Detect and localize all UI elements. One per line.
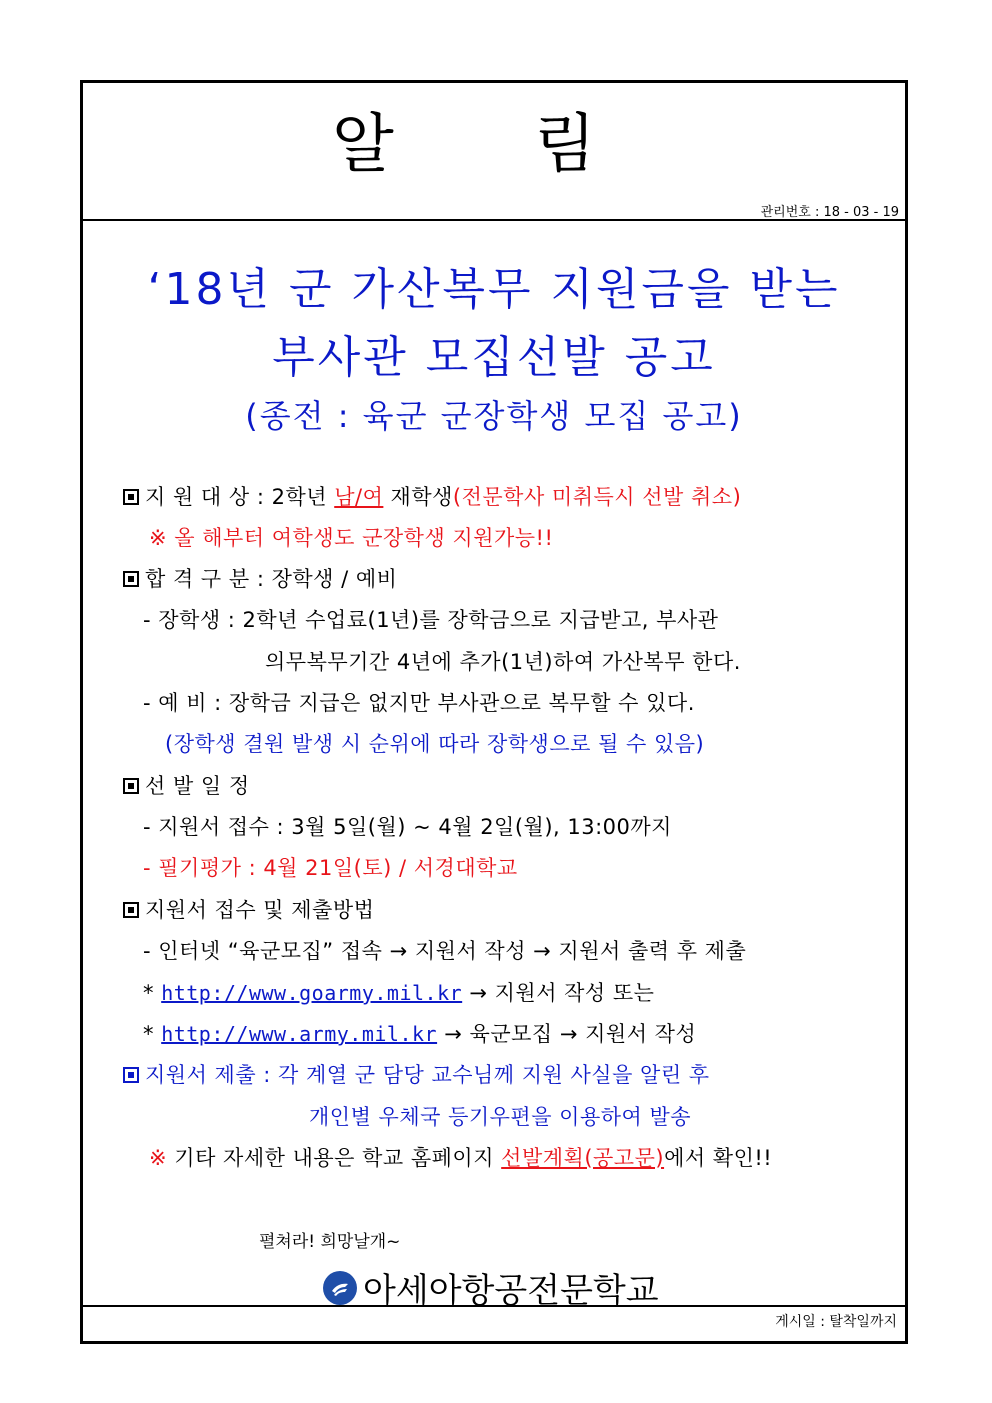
other-text: 기타 자세한 내용은 학교 홈페이지 [167, 1146, 502, 1170]
submit-line1 [123, 1059, 710, 1089]
link1-line [143, 977, 654, 1007]
written-test: - 필기평가 : 4월 21일(토) / 서경대학교 [143, 856, 518, 880]
other-info-line [149, 1142, 772, 1172]
bullet-square-icon [123, 571, 139, 587]
apply-period: - 지원서 접수 : 3월 5일(월) ~ 4월 2일(월), 13:00까지 [143, 815, 672, 839]
submit-line2: 개인별 우체국 등기우편을 이용하여 발송 [309, 1105, 692, 1129]
schedule-text: 선 발 일 정 [145, 774, 250, 798]
bullet-square-icon [123, 902, 139, 918]
goarmy-link[interactable]: http://www.goarmy.mil.kr [161, 981, 463, 1005]
army-link[interactable]: http://www.army.mil.kr [161, 1022, 438, 1046]
header-divider [83, 219, 905, 221]
bullet-square-icon [123, 778, 139, 794]
submit-text1: 지원서 제출 : 각 계열 군 담당 교수님께 지원 사실을 알린 후 [145, 1063, 710, 1087]
notice-title: 알 림 [332, 108, 656, 182]
method-heading [123, 894, 374, 924]
target-note: (전문학사 미취득시 선발 취소) [452, 485, 742, 509]
footer-divider [83, 1305, 905, 1307]
link2-line [143, 1018, 696, 1048]
headline-line1: ‘18년 군 가산복무 지원금을 받는 [147, 264, 841, 315]
school-name: 아세아항공전문학교 [363, 1271, 659, 1311]
headline-line3: (종전 : 육군 군장학생 모집 공고) [245, 397, 743, 435]
reserve-line: - 예 비 : 장학금 지급은 없지만 부사관으로 복무할 수 있다. [143, 691, 695, 715]
school-logo-icon [323, 1271, 357, 1305]
schedule-heading [123, 770, 250, 800]
scholar-line2: 의무복무기간 4년에 추가(1년)하여 가산복무 한다. [265, 650, 741, 674]
posting-date: 게시일 : 탈착일까지 [775, 1314, 897, 1330]
target-rest: 재학생 [383, 485, 453, 509]
reserve-note: (장학생 결원 발생 시 순위에 따라 장학생으로 될 수 있음) [165, 732, 705, 756]
plan-link[interactable]: 선발계획(공고문) [501, 1146, 665, 1170]
link1-suffix: → 지원서 작성 또는 [462, 981, 655, 1005]
target-label: 지 원 대 상 : 2학년 [145, 485, 335, 509]
scholar-line1: - 장학생 : 2학년 수업료(1년)를 장학금으로 지급받고, 부사관 [143, 608, 719, 632]
other-suffix: 에서 확인!! [664, 1146, 773, 1170]
method-text: 지원서 접수 및 제출방법 [145, 898, 375, 922]
bullet-square-icon [123, 1067, 139, 1083]
link1-prefix: * [143, 981, 162, 1005]
headline-line2: 부사관 모집선발 공고 [272, 332, 716, 383]
link2-suffix: → 육군모집 → 지원서 작성 [437, 1022, 697, 1046]
female-note: ※ 올 해부터 여학생도 군장학생 지원가능!! [149, 526, 554, 550]
category-text: 합 격 구 분 : 장학생 / 예비 [145, 567, 398, 591]
target-gender: 남/여 [334, 485, 384, 509]
target-line [123, 481, 741, 511]
bullet-square-icon [123, 489, 139, 505]
category-line [123, 563, 397, 593]
management-number: 관리번호 : 18 - 03 - 19 [760, 205, 899, 220]
link2-prefix: * [143, 1022, 162, 1046]
slogan: 펼쳐라! 희망날개~ [259, 1232, 401, 1252]
internet-line: - 인터넷 “육군모집” 접속 → 지원서 작성 → 지원서 출력 후 제출 [143, 939, 747, 963]
notice-frame [80, 80, 908, 1344]
other-prefix: ※ [149, 1146, 168, 1170]
